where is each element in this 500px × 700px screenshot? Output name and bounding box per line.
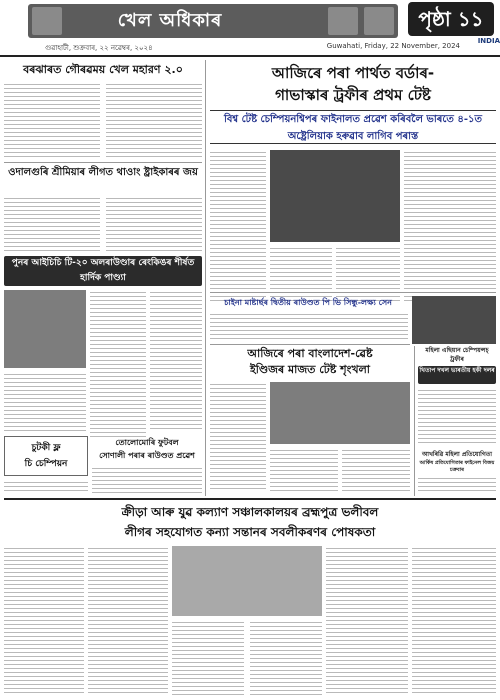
story-headline: আৰ্কিষ প্ৰতিযোগিতাৰ ফাইনেল বিজয় চক্ৰবাৰ — [419, 460, 495, 473]
cricket-match-photo — [270, 382, 410, 444]
story-headline-box: পুনৰ আইচিচি টি-২০ অলৰাউণ্ডাৰ ৰেংকিঙৰ শীৰ্ষত হাৰ্দিক পাণ্ড্যা — [4, 256, 202, 286]
banner-photo — [328, 7, 358, 35]
story-body — [4, 372, 86, 432]
story-headline: সোণালী পৰাৰ ৰাউণ্ডত প্ৰৱেশ — [99, 451, 195, 460]
bottom-story — [4, 502, 496, 698]
story-body — [210, 150, 266, 302]
story-body — [412, 546, 496, 696]
story-body — [4, 480, 88, 494]
trophy-photo — [270, 150, 400, 242]
issue-date-english: Guwahati, Friday, 22 November, 2024 — [326, 42, 460, 50]
story-left-2 — [4, 164, 202, 254]
story-body — [150, 290, 202, 430]
hardik-pandya-photo — [4, 290, 86, 368]
lead-subhead: বিশ্ব টেষ্ট চেম্পিয়নশ্বিপৰ ফাইনালত প্ৰৱেশ কৰিবলৈ ভাৰতে ৪-১ত অষ্ট্ৰেলিয়াক হৰুৱাব লাগিব পৰাস্ত — [210, 110, 496, 144]
brand-tag: INDIA — [477, 37, 500, 45]
masthead-rule — [0, 55, 500, 57]
volleyball-photo — [172, 546, 322, 616]
story-body — [92, 466, 202, 494]
story-headline: তোলোমোৰি ফুটবল — [115, 438, 179, 447]
story-body — [250, 620, 322, 696]
story-body — [4, 546, 84, 696]
womens-hockey-story — [418, 346, 496, 496]
story-headline: চুটকী ফ্ল — [31, 443, 61, 453]
story-body — [326, 546, 408, 696]
story-body — [4, 82, 100, 158]
divider — [210, 292, 496, 293]
story-headline: আখৰিৱি মহিলা প্ৰতিযোগিতা — [421, 451, 493, 458]
story-body — [270, 246, 332, 302]
story-body — [90, 290, 146, 440]
story-body — [418, 388, 496, 444]
issue-date-assamese: গুৱাহাটী, শুক্ৰবাৰ, ২২ নৱেম্বৰ, ২০২৪ — [45, 44, 153, 52]
story-headline: বৰঝাৰত গৌৰৱময় খেল মহারণ ২.০ — [23, 63, 183, 76]
story-body — [210, 382, 266, 492]
story-headline: চাইনা মাষ্টাৰ্ছৰ দ্বিতীয় ৰাউণ্ডত পি ভি সিন্ধু-লক্ষ্য সেন — [224, 298, 392, 307]
divider — [4, 498, 496, 500]
story-headline: চি চেম্পিয়ন — [24, 459, 68, 469]
story-headline: আজিৰে পৰা বাংলাদেশ-ৱেষ্ট — [247, 347, 373, 360]
story-headline: মহিলা এছিয়ান চেম্পিয়ন্সচ্ ট্ৰফীৰ — [425, 347, 489, 363]
story-body — [106, 82, 202, 158]
chess-box — [4, 436, 88, 476]
story-headline: ইণ্ডিজৰ মাজত টেষ্ট শৃংখলা — [249, 363, 371, 376]
banner-photo — [364, 7, 394, 35]
story-headline-box: খিতাপ দখল ভাৰতীয় হকী দলৰ — [418, 366, 496, 384]
column-divider — [414, 346, 415, 496]
story-body — [88, 546, 168, 696]
football-story — [92, 436, 202, 496]
bottom-headline: ক্ৰীড়া আৰু যুৱ কল্যাণ সঞ্চালকালয়ৰ ব্ৰহ্মপুত্ৰ ভলীবল — [121, 505, 379, 519]
story-body — [210, 312, 408, 340]
masthead — [0, 0, 500, 58]
lead-headline: গাভাস্কাৰ ট্ৰফীৰ প্ৰথম টেষ্ট — [275, 86, 431, 104]
story-body — [4, 196, 100, 252]
bottom-headline: লীগৰ সহযোগত কন্যা সন্তানৰ সবলীকৰণৰ পোষকতা — [124, 525, 376, 539]
masthead-title: খেল অধিকাৰ — [117, 10, 223, 31]
story-headline: ওদালগুৰি শ্ৰীমিয়াৰ লীগত থাওাং ষ্ট্ৰাইকাৰৰ জয় — [8, 167, 198, 178]
story-body — [106, 196, 202, 252]
story-body — [270, 448, 338, 492]
bangladesh-story — [208, 346, 412, 496]
story-body — [418, 476, 496, 494]
story-body — [342, 448, 410, 492]
sindhu-photo — [412, 296, 496, 344]
divider — [210, 344, 410, 345]
story-body — [404, 150, 496, 302]
lead-story — [210, 60, 496, 306]
story-body — [172, 620, 244, 696]
page-number-badge: পৃষ্ঠা ১১ — [408, 2, 494, 36]
lead-headline: আজিৰে পৰা পাৰ্থত বৰ্ডাৰ- — [271, 64, 435, 82]
story-body — [336, 246, 400, 302]
column-divider — [205, 60, 206, 496]
divider — [4, 162, 202, 163]
story-left-1 — [4, 60, 202, 160]
